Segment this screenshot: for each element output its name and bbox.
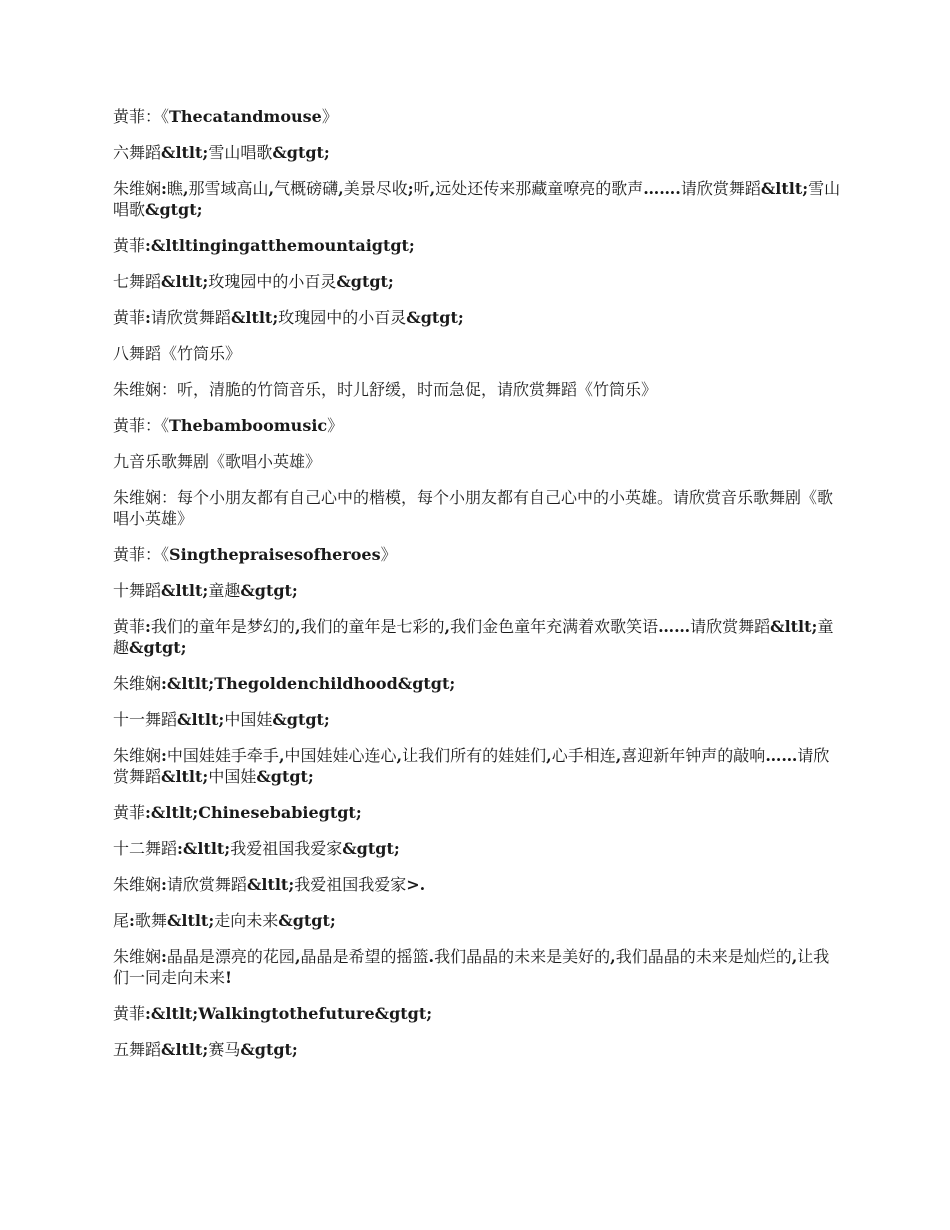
paragraph: 尾:歌舞&ltlt;走向未来&gtgt; bbox=[113, 911, 336, 930]
paragraph: 朱维娴:晶晶是漂亮的花园,晶晶是希望的摇篮.我们晶晶的未来是美好的,我们晶晶的未来是灿烂的,让我们一同走向未来! bbox=[113, 947, 830, 987]
paragraph: 黄菲:我们的童年是梦幻的,我们的童年是七彩的,我们金色童年充满着欢歌笑语……请欣赏舞蹈&ltlt;童趣&gtgt; bbox=[113, 617, 834, 657]
paragraph: 朱维娴:中国娃娃手牵手,中国娃娃心连心,让我们所有的娃娃们,心手相连,喜迎新年钟声的敲响……请欣赏舞蹈&ltlt;中国娃&gtgt; bbox=[113, 746, 830, 786]
paragraph: 朱维娴：每个小朋友都有自己心中的楷模，每个小朋友都有自己心中的小英雄。请欣赏音乐歌舞剧《歌唱小英雄》 bbox=[113, 488, 834, 528]
paragraph: 朱维娴:&ltlt;Thegoldenchildhood&gtgt; bbox=[113, 674, 456, 693]
paragraph: 九音乐歌舞剧《歌唱小英雄》 bbox=[113, 452, 322, 471]
paragraph: 黄菲:&ltltingingatthemountaigtgt; bbox=[113, 236, 415, 255]
paragraph: 黄菲:&ltlt;Chinesebabiegtgt; bbox=[113, 803, 362, 822]
paragraph: 黄菲：《Thebamboomusic》 bbox=[113, 416, 344, 435]
paragraph: 朱维娴:瞧,那雪域高山,气概磅礴,美景尽收;听,远处还传来那藏童嘹亮的歌声…….请欣赏舞蹈&ltlt;雪山唱歌&gtgt; bbox=[113, 179, 841, 219]
document-page bbox=[113, 106, 841, 1075]
paragraph: 黄菲：《Singthepraisesofheroes》 bbox=[113, 545, 397, 564]
paragraph: 五舞蹈&ltlt;赛马&gtgt; bbox=[113, 1040, 298, 1059]
paragraph: 黄菲：《Thecatandmouse》 bbox=[113, 107, 338, 126]
paragraph: 朱维娴:请欣赏舞蹈&ltlt;我爱祖国我爱家>. bbox=[113, 875, 426, 894]
paragraph: 十一舞蹈&ltlt;中国娃&gtgt; bbox=[113, 710, 330, 729]
paragraph: 十二舞蹈:&ltlt;我爱祖国我爱家&gtgt; bbox=[113, 839, 400, 858]
paragraph: 朱维娴：听，清脆的竹筒音乐，时儿舒缓，时而急促，请欣赏舞蹈《竹筒乐》 bbox=[113, 380, 658, 399]
paragraph: 十舞蹈&ltlt;童趣&gtgt; bbox=[113, 581, 298, 600]
paragraph: 六舞蹈&ltlt;雪山唱歌&gtgt; bbox=[113, 143, 330, 162]
paragraph: 黄菲:&ltlt;Walkingtothefuture&gtgt; bbox=[113, 1004, 433, 1023]
paragraph: 八舞蹈《竹筒乐》 bbox=[113, 344, 242, 363]
paragraph: 七舞蹈&ltlt;玫瑰园中的小百灵&gtgt; bbox=[113, 272, 394, 291]
paragraph: 黄菲:请欣赏舞蹈&ltlt;玫瑰园中的小百灵&gtgt; bbox=[113, 308, 464, 327]
